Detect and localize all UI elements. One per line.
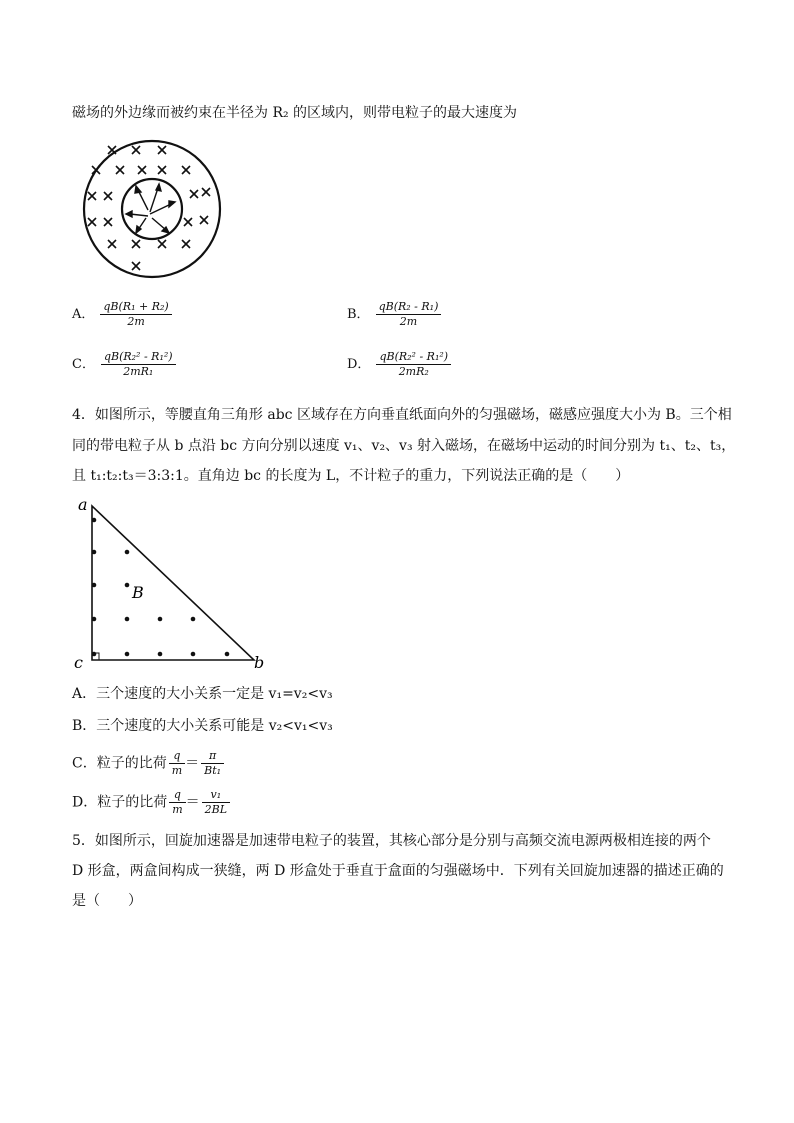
- field-cross-mark: [132, 240, 140, 248]
- q3-option-a[interactable]: A． $\frac{\text{qB(R₁ + R₂)}}{2m}$: [72, 300, 172, 329]
- q4-stem-line-2: 同的带电粒子从 b 点沿 bc 方向分别以速度 v₁、v₂、v₃ 射入磁场，在磁场中运动的时间分别为 t₁、t₂、t₃，: [72, 438, 736, 454]
- triangle-field-figure: [74, 494, 274, 672]
- field-dot-mark: [125, 617, 130, 622]
- q4-option-d[interactable]: D．粒子的比荷 $\frac{q}{m}$ ＝ $\frac{\text{v₁}}{2BL}$: [72, 788, 230, 817]
- field-cross-mark: [182, 166, 190, 174]
- option-c-fraction: $\frac{\text{qB(R₂² - R₁²)}}{\text{2mR₁}}$: [101, 350, 176, 379]
- q3-option-d[interactable]: D． $\frac{\text{qB(R₂² - R₁²)}}{\text{2mR₂}}$: [347, 350, 451, 379]
- field-cross-mark: [182, 240, 190, 248]
- option-a-fraction: $\frac{\text{qB(R₁ + R₂)}}{2m}$: [100, 300, 171, 329]
- field-cross-mark: [132, 262, 140, 270]
- field-cross-mark: [116, 166, 124, 174]
- field-dot-mark: [225, 652, 230, 657]
- field-dot-mark: [125, 583, 130, 588]
- q4-option-b[interactable]: B．三个速度的大小关系可能是 v₂<v₁<v₃: [72, 718, 333, 734]
- field-cross-mark: [92, 166, 100, 174]
- field-cross-mark: [132, 146, 140, 154]
- field-cross-mark: [158, 240, 166, 248]
- field-cross-mark: [158, 166, 166, 174]
- q4-option-a[interactable]: A．三个速度的大小关系一定是 v₁=v₂<v₃: [72, 686, 333, 702]
- q5-stem-line-2: D 形盒，两盒间构成一狭缝，两 D 形盒处于垂直于盒面的匀强磁场中．下列有关回旋加速器的描述正确的: [72, 863, 724, 879]
- q3-option-b[interactable]: B． $\frac{\text{qB(R₂ - R₁)}}{2m}$: [347, 300, 441, 329]
- field-cross-mark: [104, 192, 112, 200]
- q3-intro-text: 磁场的外边缘而被约束在半径为 R₂ 的区域内，则带电粒子的最大速度为: [72, 105, 518, 121]
- q3-option-c[interactable]: C． $\frac{\text{qB(R₂² - R₁²)}}{\text{2mR₁}}$: [72, 350, 176, 379]
- q4-stem-line-3: 且 t₁:t₂:t₃＝3:3:1。直角边 bc 的长度为 L，不计粒子的重力，下列说法正确的是（ ）: [72, 468, 630, 484]
- field-dot-mark: [92, 652, 97, 657]
- field-cross-mark: [88, 218, 96, 226]
- field-cross-mark: [190, 190, 198, 198]
- field-dot-mark: [125, 550, 130, 555]
- q5-stem-line-1: 5．如图所示，回旋加速器是加速带电粒子的装置，其核心部分是分别与高频交流电源两极相连接的两个: [72, 833, 711, 849]
- field-cross-mark: [88, 192, 96, 200]
- field-cross-mark: [104, 218, 112, 226]
- field-dot-mark: [92, 617, 97, 622]
- option-d-fraction: $\frac{\text{qB(R₂² - R₁²)}}{\text{2mR₂}}$: [376, 350, 451, 379]
- field-cross-mark: [138, 166, 146, 174]
- field-cross-mark: [202, 188, 210, 196]
- vertex-b-label: b: [254, 653, 265, 672]
- option-b-fraction: $\frac{\text{qB(R₂ - R₁)}}{2m}$: [376, 300, 442, 329]
- field-cross-mark: [184, 218, 192, 226]
- field-dot-mark: [191, 617, 196, 622]
- field-dot-mark: [92, 550, 97, 555]
- field-dot-mark: [158, 652, 163, 657]
- field-dot-mark: [191, 652, 196, 657]
- q5-stem-line-3: 是（ ）: [72, 893, 142, 909]
- field-dot-mark: [92, 583, 97, 588]
- q4-option-c[interactable]: C．粒子的比荷 $\frac{q}{m}$ ＝ $\frac{\pi}{\text{Bt₁}}$: [72, 749, 224, 778]
- field-dot-mark: [125, 652, 130, 657]
- field-cross-mark: [200, 216, 208, 224]
- field-cross-mark: [108, 240, 116, 248]
- q4-stem-line-1: 4．如图所示，等腰直角三角形 abc 区域存在方向垂直纸面向外的匀强磁场，磁感应强度大小为 B。三个相: [72, 407, 732, 423]
- vertex-a-label: a: [78, 495, 88, 514]
- vertex-c-label: c: [74, 653, 83, 672]
- field-dot-mark: [92, 518, 97, 523]
- ring-field-figure: [78, 138, 228, 280]
- field-dot-mark: [158, 617, 163, 622]
- field-cross-mark: [158, 146, 166, 154]
- field-b-label: B: [132, 583, 144, 602]
